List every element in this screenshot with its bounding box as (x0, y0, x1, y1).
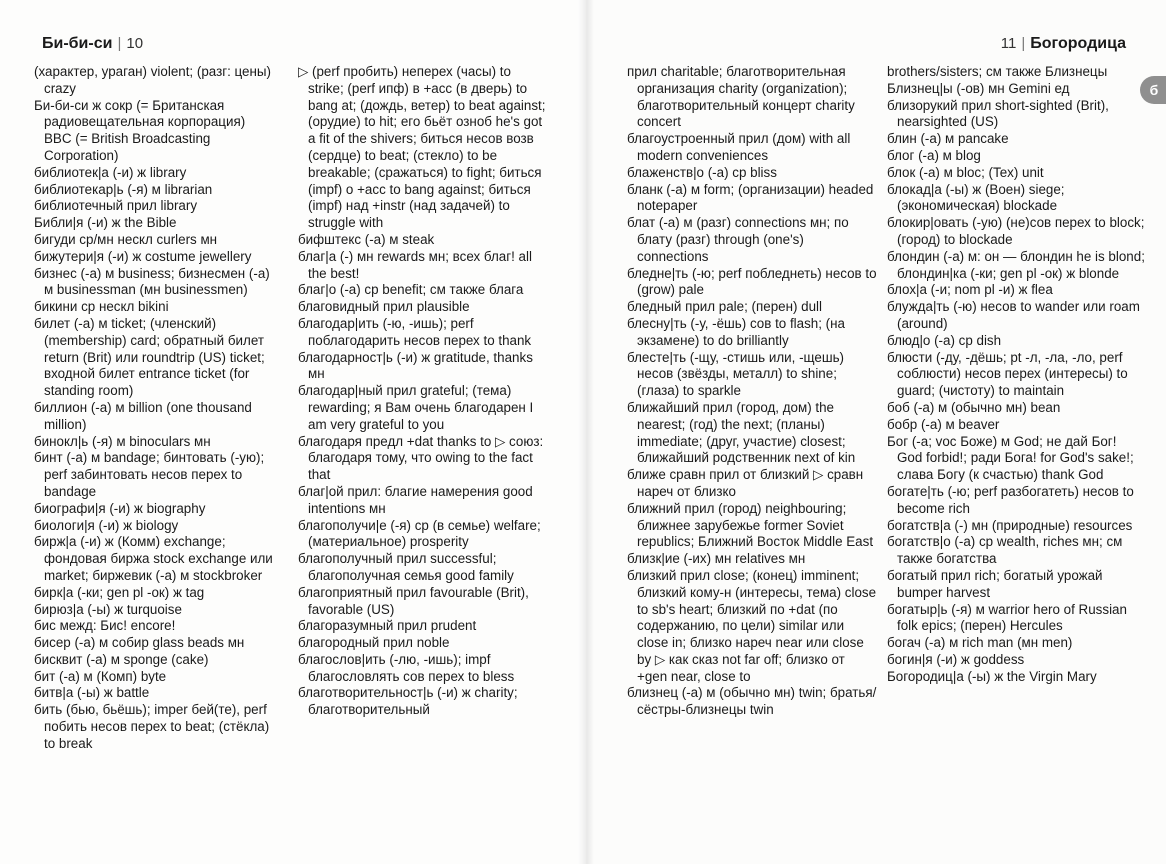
dictionary-entry: бирк|а (-ки; gen pl -ок) ж tag (34, 584, 205, 600)
dictionary-entry: боб (-а) м (обычно мн) bean (887, 399, 1061, 415)
left-running-header: Би-би-си | 10 (42, 35, 144, 52)
dictionary-entry: библиотек|а (-и) ж library (34, 164, 187, 180)
dictionary-entry: бикини ср нескл bikini (34, 299, 169, 315)
dictionary-entry: благодарност|ь (-и) ж gratitude, thanks мн (298, 349, 533, 382)
dictionary-entry: блокад|а (-ы) ж (Воен) siege; (экономическая) blockade (887, 181, 1065, 214)
dictionary-entry: бланк (-а) м form; (организации) headed notepaper (627, 181, 874, 214)
dictionary-entry: блок (-а) м bloc; (Tex) unit (887, 164, 1044, 180)
dictionary-entry: бобр (-а) м beaver (887, 416, 1000, 432)
dictionary-entry: блесте|ть (-щу, -стишь или, -щешь) несов (звёзды, металл) to shine; (глаза) to sparkle (627, 349, 845, 399)
dictionary-entry: бинт (-а) м bandage; бинтовать (-ую); perf забинтовать несов перех to bandage (34, 450, 265, 499)
left-header-word: Би-би-си (42, 35, 113, 52)
right-header-word: Богородица (1030, 35, 1126, 52)
dictionary-entry: библиотекар|ь (-я) м librarian (34, 181, 213, 197)
dictionary-entry: блондин (-а) м: он — блондин he is blond; блондин|ка (-ки; gen pl -ок) ж blonde (887, 248, 1145, 281)
right-page (583, 0, 1166, 864)
right-column-2 (887, 64, 1145, 685)
dictionary-entry: блаженств|о (-а) ср bliss (627, 164, 777, 180)
dictionary-entry: благ|ой прил: благие намерения good intentions мн (298, 483, 533, 516)
right-running-header: 11 | Богородица (1000, 35, 1126, 52)
dictionary-entry: бинокл|ь (-я) м binoculars мн (34, 433, 211, 449)
dictionary-entry: билет (-а) м ticket; (членский) (membership) card; обратный билет return (Brit) или roundtrip (US) ticket; входной билет entrance ticket (for standing room) (34, 315, 265, 399)
dictionary-entry: блат (-а) м (разг) connections мн; по блату (разг) through (one's) connections (627, 215, 849, 264)
dictionary-entry: бледный прил pale; (перен) dull (627, 299, 823, 315)
dictionary-entry: бледне|ть (-ю; perf побледнеть) несов to (grow) pale (627, 265, 877, 298)
dictionary-entry: Библи|я (-и) ж the Bible (34, 215, 177, 231)
dictionary-entry: Богородиц|а (-ы) ж the Virgin Mary (887, 668, 1097, 684)
dictionary-entry: благополучный прил successful; благополучная семья good family (298, 551, 514, 583)
dictionary-entry: благоустроенный прил (дом) with all modern conveniences (627, 131, 851, 163)
dictionary-entry: (характер, ураган) violent; (разг: цены) crazy (34, 64, 271, 96)
dictionary-entry: бирж|а (-и) ж (Комм) exchange; фондовая биржа stock exchange или market; биржевик (-а) м stockbroker (34, 534, 273, 583)
dictionary-entry: бить (бью, бьёшь); imper бей(те), perf побить несов перех to beat; (стёкла) to break (34, 702, 270, 751)
dictionary-entry: благоприятный прил favourable (Brit), favorable (US) (298, 584, 529, 617)
dictionary-entry: близнец (-а) м (обычно мн) twin; братья/сёстры-близнецы twin (627, 685, 877, 718)
dictionary-entry: бисер (-а) м собир glass beads мн (34, 635, 245, 651)
dictionary-entry: битв|а (-ы) ж battle (34, 685, 150, 701)
dictionary-entry: ▷ (perf пробить) неперех (часы) to strike; (perf ипф) в +acc (в дверь) to bang at; (дождь, ветер) to beat against; (орудие) to hit; его бьёт озноб he's got a fit of the shivers; биться несов возв (сердце) to beat; (стекло) to be breakable; (сражаться) to fight; биться (impf) о +acc to bang against; биться (impf) над +instr (над задачей) to struggle with (298, 64, 546, 231)
dictionary-entry: близорукий прил short-sighted (Brit), nearsighted (US) (887, 97, 1109, 130)
dictionary-entry: благовидный прил plausible (298, 299, 470, 315)
dictionary-entry: блюсти (-ду, -дёшь; pt -л, -ла, -ло, perf соблюсти) несов перех (интересы) to guard; (чистоту) to maintain (887, 349, 1128, 399)
dictionary-entry: благ|а (-) мн rewards мн; всех благ! all the best! (298, 248, 532, 281)
dictionary-entry: благослов|ить (-лю, -ишь); impf благословлять сов перех to bless (298, 651, 515, 684)
dictionary-entry: бит (-а) м (Комп) byte (34, 668, 167, 684)
dictionary-entry: богач (-а) м rich man (мн men) (887, 635, 1073, 651)
dictionary-entry: благополучи|е (-я) ср (в семье) welfare; (материальное) prosperity (298, 517, 541, 550)
dictionary-entry: блох|а (-и; nom pl -и) ж flea (887, 282, 1053, 298)
dictionary-entry: благодар|ный прил grateful; (тема) rewarding; я Вам очень благодарен I am very grateful to you (298, 383, 534, 432)
right-page-number: 11 (1000, 35, 1017, 52)
dictionary-entry: благородный прил noble (298, 635, 450, 651)
dictionary-entry: бигуди ср/мн нескл curlers мн (34, 231, 218, 247)
dictionary-entry: блюд|о (-а) ср dish (887, 332, 1002, 348)
dictionary-entry: биологи|я (-и) ж biology (34, 517, 179, 533)
dictionary-entry: близк|ие (-их) мн relatives мн (627, 551, 806, 567)
dictionary-entry: благодаря предл +dat thanks to ▷ союз: благодаря тому, что owing to the fact that (298, 433, 544, 483)
dictionary-entry: блокир|овать (-ую) (не)сов перех to block; (город) to blockade (887, 215, 1145, 247)
left-column-1 (34, 64, 274, 753)
dictionary-entry: бижутери|я (-и) ж costume jewellery (34, 248, 252, 264)
left-page-number: 10 (126, 35, 144, 52)
dictionary-entry: Бог (-а; voc Боже) м God; не дай Бог! God forbid!; ради Бога! for God's sake!; слава Богу (к счастью) thank God (887, 433, 1134, 483)
dictionary-entry: благотворительност|ь (-и) ж charity; благотворительный (298, 685, 518, 718)
dictionary-entry: близкий прил close; (конец) imminent; близкий кому-н (интересы, тема) close to sb's heart; близкий по +dat (по содержанию, по цели) similar или close in; близко нареч near или close by ▷ как сказ not far off; близко от +gen near, close to (627, 567, 877, 684)
letter-thumb-tab[interactable]: б (1140, 76, 1166, 104)
dictionary-entry: бифштекс (-а) м steak (298, 231, 435, 247)
dictionary-entry: богатыр|ь (-я) м warrior hero of Russian folk epics; (перен) Hercules (887, 601, 1127, 634)
dictionary-entry: brothers/sisters; см также Близнецы (887, 64, 1108, 79)
dictionary-entry: биллион (-а) м billion (one thousand million) (34, 399, 252, 432)
dictionary-entry: ближе сравн прил от близкий ▷ сравн нареч от близко (627, 467, 864, 499)
dictionary-entry: биографи|я (-и) ж biography (34, 500, 206, 516)
dictionary-entry: блужда|ть (-ю) несов to wander или roam (around) (887, 299, 1140, 331)
dictionary-entry: блесну|ть (-у, -ёшь) сов to flash; (на экзамене) to do brilliantly (627, 315, 845, 348)
dictionary-entry: богатств|а (-) мн (природные) resources (887, 517, 1133, 533)
dictionary-entry: блин (-а) м pancake (887, 131, 1009, 147)
dictionary-entry: ближайший прил (город, дом) the nearest; (год) the next; (планы) immediate; (друг, участие) closest; ближайший родственник next of kin (627, 399, 856, 466)
dictionary-entry: богате|ть (-ю; perf разбогатеть) несов to become rich (887, 483, 1134, 516)
dictionary-entry: библиотечный прил library (34, 198, 198, 214)
dictionary-entry: бисквит (-а) м sponge (cake) (34, 651, 209, 667)
dictionary-entry: Би-би-си ж сокр (= Британская радиовещательная корпорация) BBC (= British Broadcasting Corporation) (34, 97, 246, 163)
right-column-1 (627, 64, 877, 719)
dictionary-entry: богатств|о (-а) ср wealth, riches мн; см также богатства (887, 534, 1123, 567)
dictionary-entry: прил charitable; благотворительная организация charity (organization); благотворительный концерт charity concert (627, 64, 855, 130)
dictionary-entry: бирюз|а (-ы) ж turquoise (34, 601, 182, 617)
dictionary-entry: бизнес (-а) м business; бизнесмен (-а) м businessman (мн businessmen) (34, 265, 270, 298)
dictionary-entry: благодар|ить (-ю, -ишь); perf поблагодарить несов перех to thank (298, 315, 532, 348)
dictionary-entry: богин|я (-и) ж goddess (887, 651, 1025, 667)
book-gutter-shadow (578, 0, 594, 864)
dictionary-entry: бис межд: Бис! encore! (34, 618, 176, 634)
dictionary-entry: ближний прил (город) neighbouring; ближнее зарубежье former Soviet republics; Ближний Восток Middle East (627, 500, 874, 550)
dictionary-entry: блог (-а) м blog (887, 147, 981, 163)
dictionary-entry: богатый прил rich; богатый урожай bumper harvest (887, 567, 1103, 600)
dictionary-entry: благ|о (-а) ср benefit; см также блага (298, 282, 524, 298)
dictionary-entry: благоразумный прил prudent (298, 618, 477, 634)
left-column-2 (298, 64, 550, 719)
dictionary-entry: Близнец|ы (-ов) мн Gemini ед (887, 80, 1070, 96)
